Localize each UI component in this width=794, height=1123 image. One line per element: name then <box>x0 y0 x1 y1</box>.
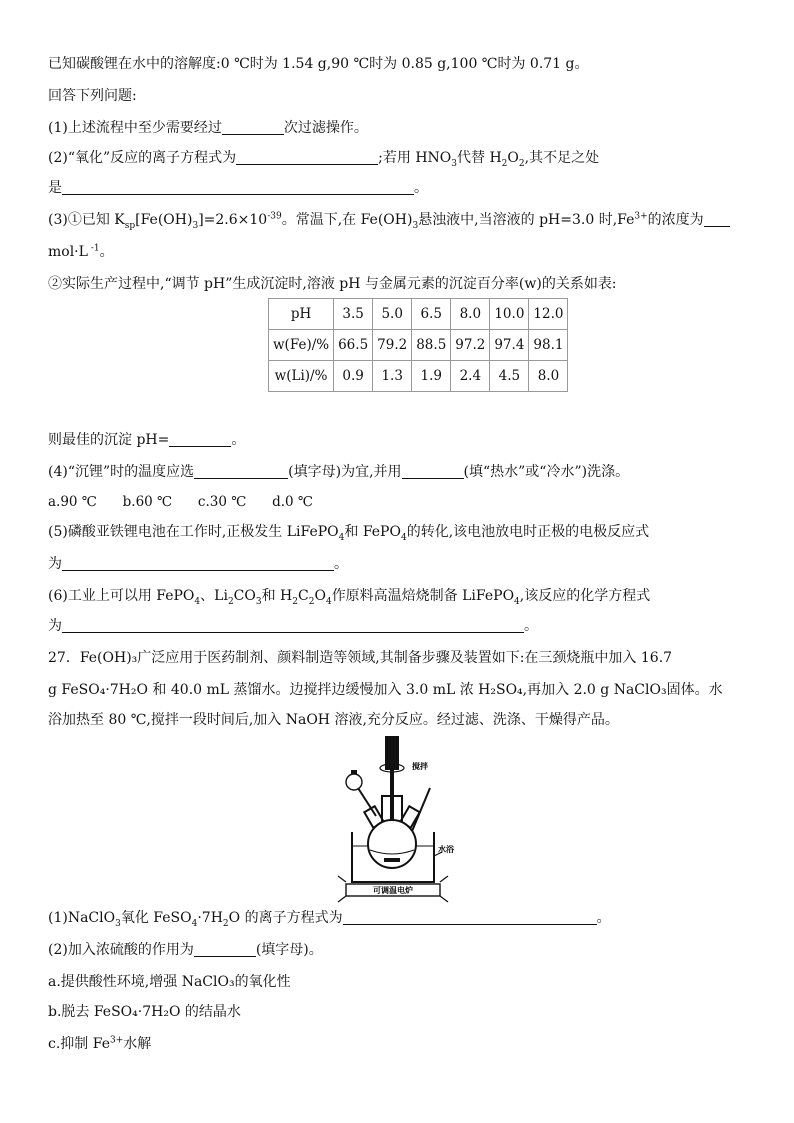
table-row: pH 3.5 5.0 6.5 8.0 10.0 12.0 <box>269 299 568 330</box>
answer-blank[interactable] <box>62 180 414 195</box>
question-27-2: (2)加入浓硫酸的作用为 (填字母)。 <box>48 942 323 958</box>
answer-blank[interactable] <box>62 556 334 571</box>
answer-blank[interactable] <box>62 618 524 633</box>
question-6-cont: 为 。 <box>48 618 538 634</box>
option-a: a.提供酸性环境,增强 NaClO₃的氧化性 <box>48 974 291 990</box>
answer-blank[interactable] <box>169 432 231 447</box>
answer-blank[interactable] <box>194 464 288 479</box>
option-b: b.脱去 FeSO₄·7H₂O 的结晶水 <box>48 1004 241 1020</box>
question-3-unit: mol·L $^{-1}$。 <box>48 243 114 260</box>
answer-blank[interactable] <box>194 942 256 957</box>
question-2-cont: 是 。 <box>48 180 428 196</box>
question-4: (4)“沉锂”时的温度应选 (填字母)为宜,并用 (填“热水”或“冷水”)洗涤。 <box>48 464 630 480</box>
question-4-options: a.90 ℃ b.60 ℃ c.30 ℃ d.0 ℃ <box>48 494 313 510</box>
question-27-intro: 27．Fe(OH)₃广泛应用于医药制剂、颜料制造等领域,其制备步骤及装置如下:在三颈烧瓶中加入 16.7 <box>48 650 673 666</box>
question-5-cont: 为 。 <box>48 556 348 572</box>
answer-blank[interactable] <box>222 120 284 135</box>
question-1: (1)上述流程中至少需要经过 次过滤操作。 <box>48 120 368 136</box>
option-c: c.抑制 $Fe^{3+}$水解 <box>48 1035 152 1052</box>
question-3-part-2: ②实际生产过程中,“调节 pH”生成沉淀时,溶液 pH 与金属元素的沉淀百分率(w)的关系如表: <box>48 276 617 292</box>
question-6: (6)工业上可以用 FePO$_4$、$Li_2CO_3$和 $H_2C_2O_4$作原料高温焙烧制备 LiFePO$_4$,该反应的化学方程式 <box>48 588 651 607</box>
ph-table <box>268 298 568 392</box>
question-5: (5)磷酸亚铁锂电池在工作时,正极发生 LiFePO$_4$和 FePO$_4$的转化,该电池放电时正极的电极反应式 <box>48 524 650 543</box>
question-27-intro-2: g FeSO₄·7H₂O 和 40.0 mL 蒸馏水。边搅拌边缓慢加入 3.0 mL 浓 H₂SO₄,再加入 2.0 g NaClO₃固体。水 <box>48 682 723 698</box>
apparatus-figure <box>330 736 464 904</box>
table-row: w(Li)/% 0.9 1.3 1.9 2.4 4.5 8.0 <box>269 361 568 392</box>
answer-prompt: 回答下列问题: <box>48 88 137 104</box>
question-3: (3)①已知 $K_{sp}[Fe(OH)_3]=2.6\times 10^{-39}$。常温下,在 $Fe(OH)_3$悬浊液中,当溶液的 pH=3.0 时$,Fe^{3+}$的浓度为 <box>48 210 730 230</box>
answer-blank[interactable] <box>402 464 464 479</box>
question-27-intro-3: 浴加热至 80 ℃,搅拌一段时间后,加入 NaOH 溶液,充分反应。经过滤、洗涤、干燥得产品。 <box>48 712 619 728</box>
stir-label: 搅拌 <box>412 762 428 771</box>
answer-blank[interactable] <box>343 910 597 925</box>
answer-blank[interactable] <box>236 150 378 165</box>
answer-blank[interactable] <box>704 212 730 227</box>
question-2: (2)“氧化”反应的离子方程式为 ;若用 $HNO_3$代替 $H_2O_2$,其不足之处 <box>48 150 600 169</box>
bath-label: 水浴 <box>438 845 454 854</box>
solubility-text: 已知碳酸锂在水中的溶解度:0 ℃时为 1.54 g,90 ℃时为 0.85 g,100 ℃时为 0.71 g。 <box>48 56 589 72</box>
heater-label: 可调温电炉 <box>373 886 413 895</box>
question-3-answer: 则最佳的沉淀 pH= 。 <box>48 432 246 448</box>
table-row: w(Fe)/% 66.5 79.2 88.5 97.2 97.4 98.1 <box>269 330 568 361</box>
dropping-funnel <box>346 774 362 790</box>
question-27-1: (1)NaClO$_3$氧化 $FeSO_4\cdot 7H_2O$ 的离子方程式为 。 <box>48 910 611 929</box>
